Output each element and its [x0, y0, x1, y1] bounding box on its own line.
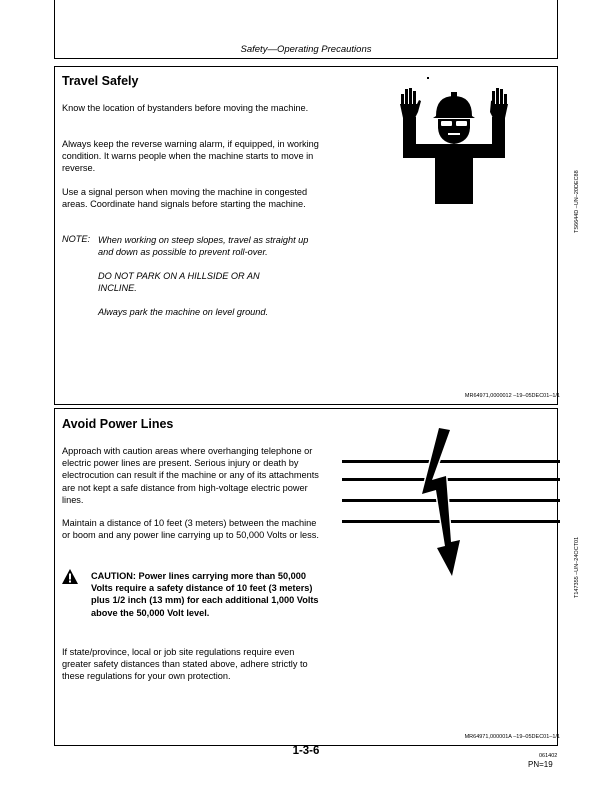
- note-text: Always park the machine on level ground.: [98, 307, 269, 317]
- paragraph: Maintain a distance of 10 feet (3 meters) between the machine or boom and any power line carrying up to 50,000 Volts or less.: [62, 518, 319, 541]
- paragraph: Use a signal person when moving the machine in congested areas. Coordinate hand signals before starting the machine.: [62, 187, 308, 210]
- power-lines-lightning-illustration: [340, 428, 562, 580]
- note-text: When working on steep slopes, travel as straight up and down as possible to prevent roll-over.: [98, 235, 309, 258]
- paragraph: If state/province, local or job site regulations require even greater safety distances than stated above, adhere strictly to these regulations for your own protection.: [62, 647, 308, 682]
- page-header-title: Safety—Operating Precautions: [240, 44, 372, 55]
- paragraph: Always keep the reverse warning alarm, if equipped, in working condition. It warns people when the machine starts to move in reverse.: [62, 139, 319, 174]
- note-label: NOTE:: [62, 234, 91, 244]
- footer-small-code: 061402: [539, 753, 558, 759]
- section-title: Avoid Power Lines: [62, 417, 174, 431]
- dot-mark: [427, 77, 429, 79]
- signal-person-illustration: [395, 82, 515, 212]
- section-footer-code: MR64971,0000012 –19–05DEC01–1/1: [464, 393, 560, 399]
- pn-label: PN=19: [528, 760, 553, 769]
- image-code: T147355 –UN–24OCT01: [574, 536, 580, 598]
- header-rule: [54, 58, 558, 59]
- caution-text: CAUTION: Power lines carrying more than 50,000 Volts require a safety distance of 10 feet (3 meters) plus 1/2 inch (13 mm) for each additional 1,000 Volts above the 50,000 Volt level.: [91, 571, 319, 618]
- paragraph: Approach with caution areas where overhanging telephone or electric power lines are present. Serious injury or death by electrocution can result if the machine or any of its attachments are not kept a safe distance from high-voltage electric power lines.: [62, 446, 319, 505]
- warning-triangle-icon: [61, 568, 79, 585]
- page-number: 1-3-6: [292, 745, 320, 757]
- section-title: Travel Safely: [62, 74, 139, 88]
- paragraph: Know the location of bystanders before moving the machine.: [62, 103, 309, 113]
- note-text: DO NOT PARK ON A HILLSIDE OR AN INCLINE.: [98, 271, 260, 294]
- image-code: TS6644D –UN–20DEC88: [574, 170, 580, 233]
- section-footer-code: MR64971,000001A –19–05DEC01–1/1: [464, 734, 560, 740]
